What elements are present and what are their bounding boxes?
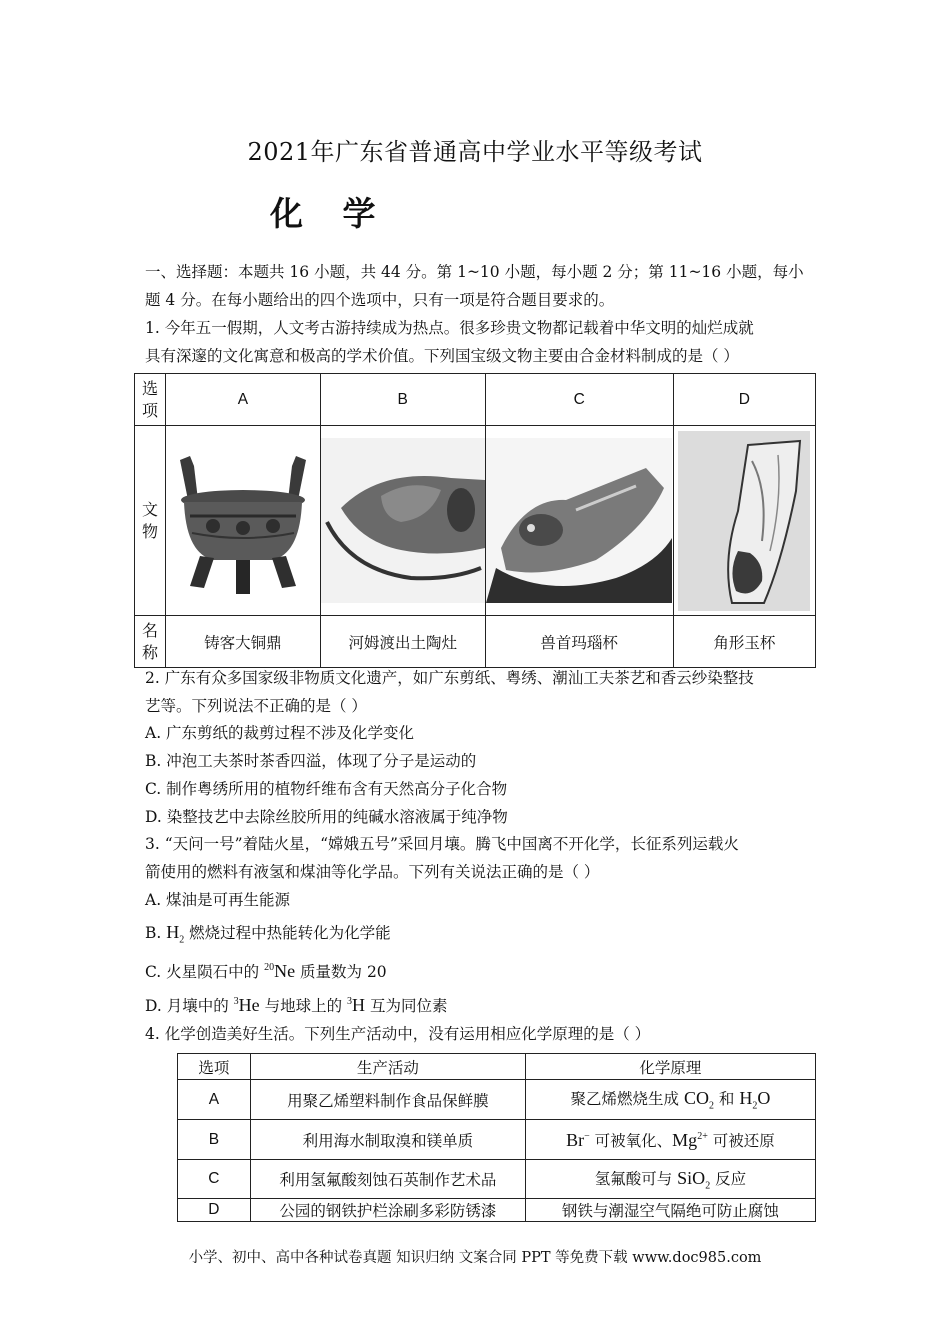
relic-a-image-cell	[166, 426, 321, 616]
formula	[166, 922, 185, 946]
relic-d-image-cell	[673, 426, 815, 616]
jade-horn-cup-image	[678, 431, 810, 611]
text: C. 火星陨石中的	[145, 963, 265, 981]
relic-b-image-cell	[320, 426, 485, 616]
section-intro-line-2: 题 4 分。在每小题给出的四个选项中，只有一项是符合题目要求的。	[145, 291, 615, 309]
formula-symbol: O	[757, 1088, 771, 1109]
q3-stem-line-2: 箭使用的燃料有液氢和煤油等化学品。下列有关说法正确的是（ ）	[145, 863, 600, 881]
q2-stem-line-1: 2. 广东有众多国家级非物质文化遗产，如广东剪纸、粤绣、潮汕工夫茶艺和香云纱染整技	[145, 669, 754, 687]
q4-row-c-activity: 利用氢氟酸刻蚀石英制作艺术品	[250, 1160, 525, 1199]
label-char: 名	[141, 620, 158, 640]
formula	[234, 995, 260, 1015]
formula	[347, 995, 365, 1015]
q1-stem-line-1: 1. 今年五一假期，人文考古游持续成为热点。很多珍贵文物都记载着中华文明的灿烂成就	[145, 319, 754, 337]
ion-charge: −	[584, 1130, 590, 1142]
relic-a-name: 铸客大铜鼎	[166, 616, 321, 668]
formula	[683, 1088, 714, 1112]
page-footer: 小学、初中、高中各种试卷真题 知识归纳 文案合同 PPT 等免费下载 www.doc985.com	[188, 1250, 762, 1266]
q4-header-principle: 化学原理	[525, 1054, 815, 1080]
q4-header-option: 选项	[178, 1054, 251, 1080]
text: 氢氟酸可与	[594, 1169, 678, 1188]
text: D. 月壤中的	[145, 997, 234, 1015]
agate-cup-image	[486, 438, 672, 603]
q2-option-d: D. 染整技艺中去除丝胶所用的纯碱水溶液属于纯净物	[145, 808, 508, 826]
text: 反应	[710, 1169, 747, 1188]
formula	[739, 1088, 771, 1112]
formula-symbol: H	[352, 995, 366, 1015]
formula-symbol: Ne	[274, 961, 296, 981]
formula-symbol: Br	[566, 1129, 585, 1150]
formula-symbol: H	[166, 922, 180, 942]
formula-subscript: 2	[705, 1180, 711, 1192]
formula	[264, 961, 295, 981]
label-char: 选	[141, 378, 158, 398]
option-a-header: A	[166, 374, 321, 426]
option-c-header: C	[485, 374, 673, 426]
text: 燃烧过程中热能转化为化学能	[184, 924, 391, 942]
relic-d-name: 角形玉杯	[673, 616, 815, 668]
relic-c-name: 兽首玛瑙杯	[485, 616, 673, 668]
formula-subscript: 2	[708, 1100, 714, 1112]
q3-option-d	[145, 992, 447, 1016]
q4-row-d-option: D	[178, 1199, 251, 1222]
q1-stem-line-2: 具有深邃的文化寓意和极高的学术价值。下列国宝级文物主要由合金材料制成的是（ ）	[145, 347, 739, 365]
mass-number: 3	[233, 996, 239, 1007]
q1-relic-table	[134, 373, 816, 668]
formula	[677, 1167, 711, 1192]
exam-title: 2021年广东省普通高中学业水平等级考试	[247, 138, 703, 166]
q2-option-c: C. 制作粤绣所用的植物纤维布含有天然高分子化合物	[145, 780, 508, 798]
text: 与地球上的	[259, 997, 348, 1015]
text: 聚乙烯燃烧生成	[570, 1090, 684, 1109]
q4-row-a-option: A	[178, 1080, 251, 1120]
q3-stem-line-1: 3. “天问一号”着陆火星，“嫦娥五号”采回月壤。腾飞中国离不开化学，长征系列运载火	[145, 835, 739, 853]
option-b-header: B	[320, 374, 485, 426]
q2-stem-line-2: 艺等。下列说法不正确的是（ ）	[145, 697, 367, 715]
q2-option-b: B. 冲泡工夫茶时茶香四溢，体现了分子是运动的	[145, 752, 477, 770]
formula	[672, 1130, 708, 1150]
formula-subscript: 2	[752, 1100, 758, 1112]
label-char: 物	[141, 521, 158, 541]
formula	[566, 1130, 590, 1150]
q3-option-b	[145, 922, 391, 951]
ion-charge: 2+	[697, 1130, 708, 1142]
q4-row-b-option: B	[178, 1120, 251, 1160]
q3-option-c	[145, 958, 387, 982]
text: 可被氧化、	[589, 1131, 673, 1150]
relic-c-image-cell	[485, 426, 673, 616]
relic-b-name: 河姆渡出土陶灶	[320, 616, 485, 668]
text: 质量数为 20	[295, 963, 387, 981]
formula-subscript: 2	[179, 934, 185, 946]
q4-header-activity: 生产活动	[250, 1054, 525, 1080]
q3-option-a: A. 煤油是可再生能源	[145, 891, 291, 909]
q4-row-c-option: C	[178, 1160, 251, 1199]
q2-option-a: A. 广东剪纸的裁剪过程不涉及化学变化	[145, 724, 415, 742]
relic-row-label	[135, 426, 166, 616]
text: 和	[713, 1090, 740, 1109]
option-row-label	[135, 374, 166, 426]
mass-number: 3	[347, 996, 353, 1007]
pottery-stove-image	[321, 438, 485, 603]
name-row-label	[135, 616, 166, 668]
q4-row-b-principle	[525, 1120, 815, 1160]
q4-row-a-principle	[525, 1080, 815, 1120]
text: 互为同位素	[365, 997, 448, 1015]
formula-symbol: SiO	[677, 1167, 706, 1188]
q4-stem: 4. 化学创造美好生活。下列生产活动中，没有运用相应化学原理的是（ ）	[145, 1025, 651, 1043]
q4-row-d-activity: 公园的钢铁护栏涂刷多彩防锈漆	[250, 1199, 525, 1222]
formula-symbol: H	[739, 1088, 753, 1109]
text: 可被还原	[707, 1131, 775, 1150]
text: B.	[145, 924, 167, 942]
mass-number: 20	[264, 962, 275, 973]
formula-symbol: He	[238, 995, 260, 1015]
section-intro-line-1: 一、选择题：本题共 16 小题，共 44 分。第 1~10 小题，每小题 2 分；第 11~16 小题，每小	[145, 263, 804, 281]
q4-row-a-activity: 用聚乙烯塑料制作食品保鲜膜	[250, 1080, 525, 1120]
q4-row-d-principle: 钢铁与潮湿空气隔绝可防止腐蚀	[525, 1199, 815, 1222]
option-d-header: D	[673, 374, 815, 426]
q4-row-c-principle	[525, 1160, 815, 1199]
formula-symbol: CO	[683, 1088, 709, 1109]
q4-row-b-activity: 利用海水制取溴和镁单质	[250, 1120, 525, 1160]
q4-table	[177, 1053, 816, 1222]
bronze-ding-image	[168, 438, 318, 603]
subject-heading: 化 学	[270, 194, 390, 233]
label-char: 文	[141, 499, 158, 519]
label-char: 项	[141, 400, 158, 420]
label-char: 称	[141, 642, 158, 662]
formula-symbol: Mg	[672, 1129, 698, 1150]
